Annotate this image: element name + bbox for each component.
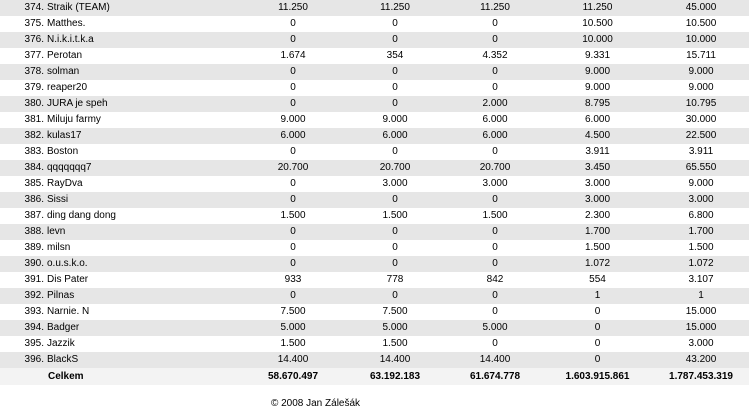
- value-cell-4: 3.911: [545, 144, 650, 160]
- rank-cell: 379.: [0, 80, 44, 96]
- player-name-cell: o.u.s.k.o.: [44, 256, 241, 272]
- rank-cell: 378.: [0, 64, 44, 80]
- value-cell-3: 0: [445, 304, 545, 320]
- value-cell-5: 1.072: [650, 256, 749, 272]
- table-row: [0, 16, 749, 32]
- value-cell-3: 5.000: [445, 320, 545, 336]
- value-cell-4: 9.000: [545, 80, 650, 96]
- value-cell-4: 9.000: [545, 64, 650, 80]
- value-cell-3: 0: [445, 224, 545, 240]
- table-row: [0, 208, 749, 224]
- table-row: [0, 192, 749, 208]
- player-name-cell: Pilnas: [44, 288, 241, 304]
- player-name-cell: Sissi: [44, 192, 241, 208]
- value-cell-1: 20.700: [241, 160, 345, 176]
- value-cell-1: 0: [241, 224, 345, 240]
- value-cell-5: 15.000: [650, 304, 749, 320]
- value-cell-2: 0: [345, 288, 445, 304]
- value-cell-2: 0: [345, 64, 445, 80]
- value-cell-1: 14.400: [241, 352, 345, 368]
- table-row: [0, 272, 749, 288]
- rank-cell: 381.: [0, 112, 44, 128]
- player-name-cell: kulas17: [44, 128, 241, 144]
- value-cell-2: 20.700: [345, 160, 445, 176]
- value-cell-2: 9.000: [345, 112, 445, 128]
- value-cell-4: 3.000: [545, 176, 650, 192]
- player-name-cell: Narnie. N: [44, 304, 241, 320]
- value-cell-4: 2.300: [545, 208, 650, 224]
- value-cell-3: 6.000: [445, 112, 545, 128]
- value-cell-2: 11.250: [345, 0, 445, 16]
- value-cell-5: 3.911: [650, 144, 749, 160]
- value-cell-4: 554: [545, 272, 650, 288]
- value-cell-2: 0: [345, 144, 445, 160]
- player-name-cell: RayDva: [44, 176, 241, 192]
- value-cell-3: 842: [445, 272, 545, 288]
- value-cell-1: 0: [241, 96, 345, 112]
- table-row: [0, 304, 749, 320]
- player-name-cell: Miluju farmy: [44, 112, 241, 128]
- table-row: [0, 352, 749, 368]
- value-cell-5: 1.500: [650, 240, 749, 256]
- value-cell-1: 1.500: [241, 336, 345, 352]
- player-name-cell: Dis Pater: [44, 272, 241, 288]
- value-cell-5: 3.000: [650, 192, 749, 208]
- value-cell-1: 0: [241, 80, 345, 96]
- total-value-5: 1.787.453.319: [650, 368, 749, 385]
- value-cell-4: 1.500: [545, 240, 650, 256]
- value-cell-4: 10.000: [545, 32, 650, 48]
- total-value-2: 63.192.183: [345, 368, 445, 385]
- rank-cell: 383.: [0, 144, 44, 160]
- value-cell-2: 0: [345, 32, 445, 48]
- value-cell-2: 354: [345, 48, 445, 64]
- rank-cell: 392.: [0, 288, 44, 304]
- value-cell-1: 1.674: [241, 48, 345, 64]
- value-cell-3: 0: [445, 288, 545, 304]
- value-cell-3: 0: [445, 144, 545, 160]
- value-cell-5: 65.550: [650, 160, 749, 176]
- value-cell-4: 6.000: [545, 112, 650, 128]
- table-row: [0, 160, 749, 176]
- value-cell-3: 4.352: [445, 48, 545, 64]
- value-cell-3: 0: [445, 80, 545, 96]
- value-cell-5: 3.000: [650, 336, 749, 352]
- rank-cell: 380.: [0, 96, 44, 112]
- value-cell-5: 1.700: [650, 224, 749, 240]
- rank-cell: 376.: [0, 32, 44, 48]
- rank-cell: 382.: [0, 128, 44, 144]
- table-row: [0, 48, 749, 64]
- value-cell-5: 22.500: [650, 128, 749, 144]
- value-cell-3: 0: [445, 32, 545, 48]
- player-name-cell: solman: [44, 64, 241, 80]
- player-name-cell: Matthes.: [44, 16, 241, 32]
- total-rank: [0, 368, 44, 385]
- table-row: [0, 336, 749, 352]
- table-row: [0, 64, 749, 80]
- player-name-cell: milsn: [44, 240, 241, 256]
- table-row: [0, 32, 749, 48]
- value-cell-4: 11.250: [545, 0, 650, 16]
- value-cell-1: 11.250: [241, 0, 345, 16]
- rank-cell: 375.: [0, 16, 44, 32]
- value-cell-2: 0: [345, 96, 445, 112]
- total-value-4: 1.603.915.861: [545, 368, 650, 385]
- value-cell-3: 0: [445, 64, 545, 80]
- value-cell-5: 15.711: [650, 48, 749, 64]
- value-cell-4: 3.000: [545, 192, 650, 208]
- value-cell-5: 1: [650, 288, 749, 304]
- value-cell-1: 0: [241, 240, 345, 256]
- value-cell-1: 9.000: [241, 112, 345, 128]
- rank-cell: 389.: [0, 240, 44, 256]
- player-name-cell: levn: [44, 224, 241, 240]
- rank-cell: 386.: [0, 192, 44, 208]
- value-cell-1: 0: [241, 144, 345, 160]
- value-cell-5: 3.107: [650, 272, 749, 288]
- value-cell-5: 6.800: [650, 208, 749, 224]
- value-cell-1: 5.000: [241, 320, 345, 336]
- table-row: [0, 320, 749, 336]
- table-row: [0, 240, 749, 256]
- player-name-cell: BlackS: [44, 352, 241, 368]
- value-cell-2: 0: [345, 192, 445, 208]
- value-cell-1: 1.500: [241, 208, 345, 224]
- value-cell-2: 7.500: [345, 304, 445, 320]
- value-cell-3: 14.400: [445, 352, 545, 368]
- value-cell-4: 1.072: [545, 256, 650, 272]
- rank-cell: 377.: [0, 48, 44, 64]
- value-cell-5: 10.795: [650, 96, 749, 112]
- value-cell-5: 15.000: [650, 320, 749, 336]
- value-cell-5: 9.000: [650, 64, 749, 80]
- value-cell-3: 0: [445, 16, 545, 32]
- value-cell-4: 9.331: [545, 48, 650, 64]
- value-cell-2: 3.000: [345, 176, 445, 192]
- value-cell-2: 1.500: [345, 336, 445, 352]
- value-cell-3: 0: [445, 336, 545, 352]
- table-row: [0, 288, 749, 304]
- total-value-3: 61.674.778: [445, 368, 545, 385]
- total-label: Celkem: [44, 368, 241, 385]
- value-cell-2: 14.400: [345, 352, 445, 368]
- player-name-cell: Badger: [44, 320, 241, 336]
- value-cell-1: 0: [241, 176, 345, 192]
- value-cell-4: 0: [545, 304, 650, 320]
- value-cell-5: 45.000: [650, 0, 749, 16]
- rank-cell: 395.: [0, 336, 44, 352]
- value-cell-1: 0: [241, 16, 345, 32]
- value-cell-4: 1: [545, 288, 650, 304]
- table-row: [0, 128, 749, 144]
- rank-cell: 394.: [0, 320, 44, 336]
- value-cell-3: 0: [445, 192, 545, 208]
- value-cell-5: 10.500: [650, 16, 749, 32]
- value-cell-2: 0: [345, 224, 445, 240]
- player-name-cell: Jazzik: [44, 336, 241, 352]
- player-name-cell: reaper20: [44, 80, 241, 96]
- table-row: [0, 224, 749, 240]
- table-row: [0, 144, 749, 160]
- value-cell-1: 0: [241, 256, 345, 272]
- table-row: [0, 256, 749, 272]
- value-cell-3: 0: [445, 256, 545, 272]
- rank-cell: 374.: [0, 0, 44, 16]
- value-cell-2: 5.000: [345, 320, 445, 336]
- player-name-cell: JURA je speh: [44, 96, 241, 112]
- value-cell-5: 9.000: [650, 176, 749, 192]
- value-cell-1: 933: [241, 272, 345, 288]
- table-row: [0, 112, 749, 128]
- total-row: [0, 368, 749, 385]
- player-name-cell: ding dang dong: [44, 208, 241, 224]
- value-cell-2: 1.500: [345, 208, 445, 224]
- copyright-footer: [0, 398, 749, 409]
- value-cell-4: 0: [545, 320, 650, 336]
- table-row: [0, 96, 749, 112]
- value-cell-1: 0: [241, 32, 345, 48]
- value-cell-2: 0: [345, 80, 445, 96]
- value-cell-1: 6.000: [241, 128, 345, 144]
- value-cell-4: 8.795: [545, 96, 650, 112]
- table-row: [0, 80, 749, 96]
- value-cell-5: 43.200: [650, 352, 749, 368]
- value-cell-1: 0: [241, 64, 345, 80]
- value-cell-2: 778: [345, 272, 445, 288]
- value-cell-4: 0: [545, 336, 650, 352]
- value-cell-3: 11.250: [445, 0, 545, 16]
- value-cell-4: 1.700: [545, 224, 650, 240]
- rank-cell: 387.: [0, 208, 44, 224]
- player-name-cell: Perotan: [44, 48, 241, 64]
- player-name-cell: Boston: [44, 144, 241, 160]
- value-cell-5: 30.000: [650, 112, 749, 128]
- value-cell-4: 4.500: [545, 128, 650, 144]
- value-cell-3: 1.500: [445, 208, 545, 224]
- player-name-cell: Straik (TEAM): [44, 0, 241, 16]
- rank-cell: 390.: [0, 256, 44, 272]
- value-cell-4: 3.450: [545, 160, 650, 176]
- value-cell-3: 3.000: [445, 176, 545, 192]
- value-cell-2: 0: [345, 240, 445, 256]
- value-cell-3: 6.000: [445, 128, 545, 144]
- value-cell-5: 9.000: [650, 80, 749, 96]
- value-cell-3: 0: [445, 240, 545, 256]
- value-cell-2: 6.000: [345, 128, 445, 144]
- rank-cell: 391.: [0, 272, 44, 288]
- value-cell-5: 10.000: [650, 32, 749, 48]
- value-cell-1: 7.500: [241, 304, 345, 320]
- value-cell-2: 0: [345, 256, 445, 272]
- rank-cell: 396.: [0, 352, 44, 368]
- rank-cell: 388.: [0, 224, 44, 240]
- value-cell-3: 20.700: [445, 160, 545, 176]
- value-cell-4: 0: [545, 352, 650, 368]
- value-cell-1: 0: [241, 288, 345, 304]
- player-name-cell: qqqqqqq7: [44, 160, 241, 176]
- rank-cell: 385.: [0, 176, 44, 192]
- rank-cell: 384.: [0, 160, 44, 176]
- copyright-text: © 2008 Jan Zálešák: [270, 398, 361, 409]
- rank-cell: 393.: [0, 304, 44, 320]
- total-value-1: 58.670.497: [241, 368, 345, 385]
- table-row: [0, 176, 749, 192]
- table-row: [0, 0, 749, 16]
- value-cell-3: 2.000: [445, 96, 545, 112]
- value-cell-1: 0: [241, 192, 345, 208]
- value-cell-4: 10.500: [545, 16, 650, 32]
- player-name-cell: N.i.k.i.t.k.a: [44, 32, 241, 48]
- value-cell-2: 0: [345, 16, 445, 32]
